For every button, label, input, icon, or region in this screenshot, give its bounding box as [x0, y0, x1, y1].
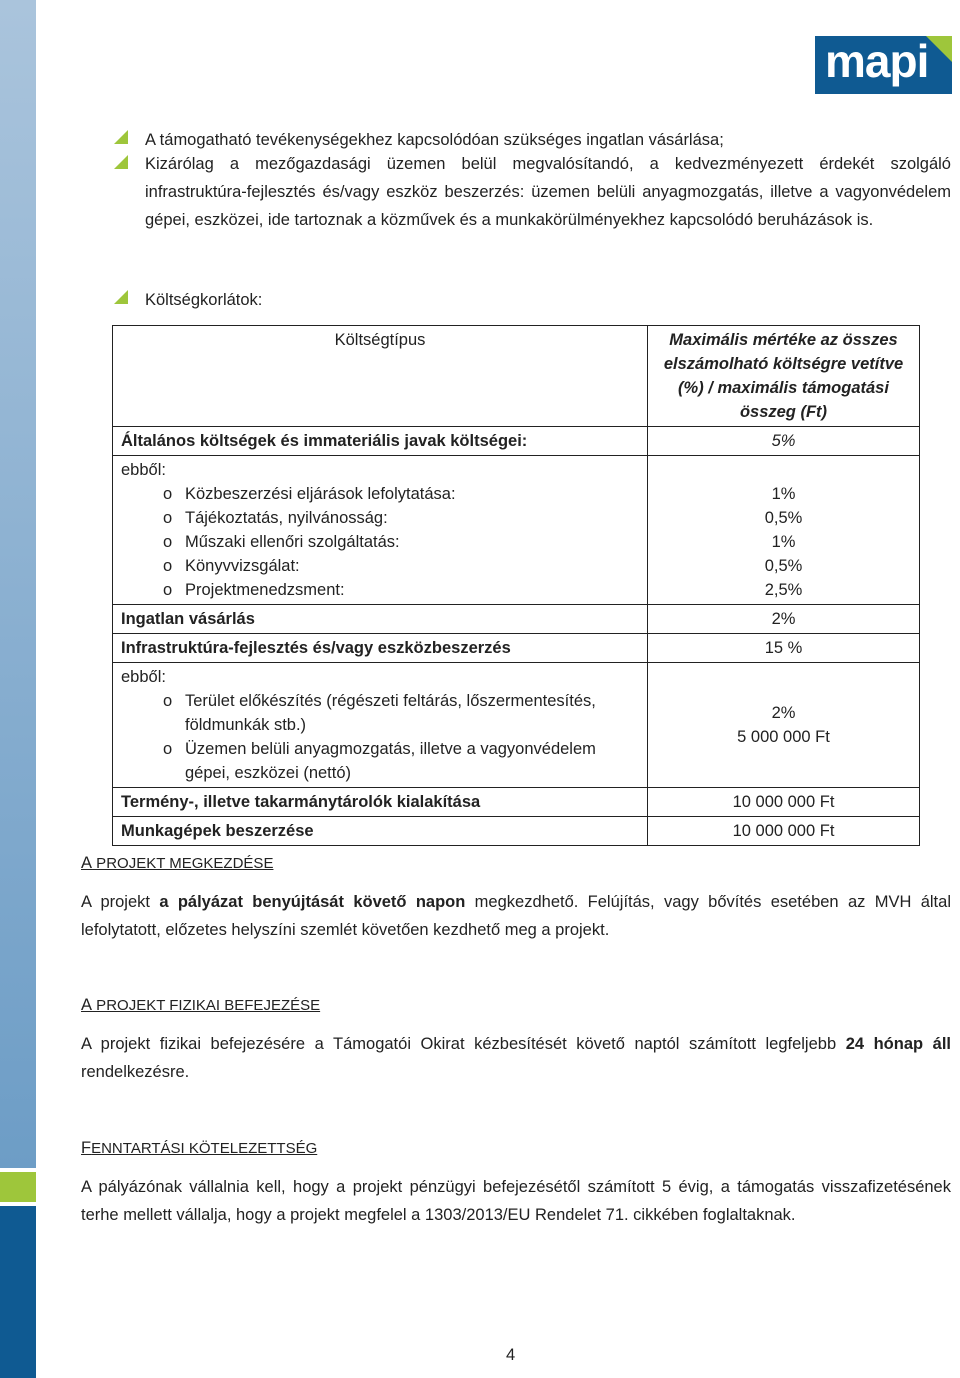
heading-rest: PROJEKT MEGKEZDÉSE — [92, 855, 274, 872]
value-item: 0,5% — [764, 557, 803, 575]
table-row — [113, 326, 920, 427]
paragraph-bold: a pályázat benyújtását követő napon — [159, 893, 466, 911]
row-value: 5% — [648, 427, 920, 456]
paragraph-text: megkezdhető. Felújítás, vagy bővítés esetében az MVH által lefolytatott, előzetes helyszíni szemlét követően kezdhető meg a projekt. — [81, 893, 951, 939]
cost-limits-table — [112, 325, 920, 846]
row-label — [113, 788, 648, 817]
list-item: o Terület előkészítés (régészeti feltárás, lőszermentesítés, földmunkák stb.) — [163, 689, 639, 737]
side-band-green — [0, 1172, 36, 1202]
bullet-triangle-icon — [114, 130, 128, 144]
sub-list — [121, 689, 639, 785]
row-value: 10 000 000 Ft — [648, 817, 920, 846]
row-label-text: ebből: — [121, 668, 166, 686]
bullet-triangle-icon — [114, 290, 128, 304]
list-item: o Műszaki ellenőri szolgáltatás: — [163, 530, 639, 554]
paragraph-project-start — [81, 888, 951, 944]
mapi-logo — [815, 36, 952, 94]
paragraph-text: rendelkezésre. — [81, 1063, 190, 1081]
logo-text: mapi — [825, 36, 929, 87]
row-label — [113, 427, 648, 456]
heading-rest: PROJEKT FIZIKAI BEFEJEZÉSE — [92, 997, 321, 1014]
row-label — [113, 456, 648, 605]
bullet-text: Kizárólag a mezőgazdasági üzemen belül megvalósítandó, a kedvezményezett érdekét szolgáló infrastruktúra-fejlesztés és/vagy eszköz beszerzés: üzemen belüli anyagmozgatás, illetve a vagyonvédelem gépei, eszközei, ide tartoznak a közművek és a munkakörülményekhez kapcsolódó beruházások is. — [145, 155, 951, 229]
value-item: 2% — [771, 704, 796, 722]
value-item: 1% — [771, 485, 796, 503]
row-label-text: Infrastruktúra-fejlesztés és/vagy eszközbeszerzés — [121, 639, 511, 657]
row-value: 10 000 000 Ft — [648, 788, 920, 817]
side-band — [0, 0, 36, 1378]
value-item: 5 000 000 Ft — [737, 728, 830, 746]
paragraph-bold: 24 hónap áll — [845, 1035, 951, 1053]
table-row — [113, 663, 920, 788]
bullet-text: A támogatható tevékenységekhez kapcsolódóan szükséges ingatlan vásárlása; — [145, 131, 724, 149]
header-max-rate: Maximális mértéke az összes elszámolható költségre vetítve (%) / maximális támogatási összeg (Ft) — [648, 326, 920, 427]
heading-initial: F — [81, 1139, 92, 1157]
paragraph-text: A projekt — [81, 893, 160, 911]
section-heading-maintenance — [81, 1139, 317, 1158]
side-band-blue — [0, 0, 36, 1168]
list-item: o Projektmenedzsment: — [163, 578, 639, 602]
table-row — [113, 634, 920, 663]
table-row — [113, 456, 920, 605]
list-item: o Tájékoztatás, nyilvánosság: — [163, 506, 639, 530]
table-row — [113, 427, 920, 456]
page-number: 4 — [506, 1346, 516, 1364]
row-label-text: ebből: — [121, 461, 166, 479]
section-heading-project-completion — [81, 996, 320, 1015]
value-item: 0,5% — [764, 509, 803, 527]
row-label — [113, 634, 648, 663]
row-value: 15 % — [648, 634, 920, 663]
row-value — [648, 663, 920, 788]
row-label-text: Termény-, illetve takarmánytárolók kialakítása — [121, 793, 481, 811]
row-label — [113, 605, 648, 634]
value-item: 2,5% — [764, 581, 803, 599]
sub-list — [121, 482, 639, 602]
list-item: o Üzemen belüli anyagmozgatás, illetve a vagyonvédelem gépei, eszközei (nettó) — [163, 737, 639, 785]
paragraph-project-completion — [81, 1030, 951, 1086]
bullet-triangle-icon — [114, 155, 128, 169]
table-row — [113, 817, 920, 846]
section-heading-project-start — [81, 854, 273, 873]
row-label — [113, 663, 648, 788]
row-value: 2% — [648, 605, 920, 634]
side-band-dark-blue — [0, 1206, 36, 1378]
row-label-text: Általános költségek és immateriális javak költségei: — [121, 432, 528, 450]
row-label-text: Ingatlan vásárlás — [121, 610, 255, 628]
table-row — [113, 788, 920, 817]
table-row — [113, 605, 920, 634]
heading-rest: ENNTARTÁSI KÖTELEZETTSÉG — [91, 1140, 318, 1157]
row-label — [113, 817, 648, 846]
heading-initial: A — [81, 996, 93, 1014]
list-item: o Könyvvizsgálat: — [163, 554, 639, 578]
logo-triangle — [926, 36, 952, 62]
value-item: 1% — [771, 533, 796, 551]
list-item: o Közbeszerzési eljárások lefolytatása: — [163, 482, 639, 506]
header-cost-type: Költségtípus — [113, 326, 648, 427]
paragraph-maintenance: A pályázónak vállalnia kell, hogy a projekt pénzügyi befejezésétől számított 5 évig, a támogatás visszafizetésének terhe mellett vállalja, hogy a projekt megfelel a 1303/2013/EU Rendelet 71. cikkében foglaltaknak. — [81, 1178, 951, 1224]
paragraph-text: A projekt fizikai befejezésére a Támogatói Okirat kézbesítését követő naptól számított legfeljebb — [81, 1035, 846, 1053]
row-value — [648, 456, 920, 605]
heading-initial: A — [81, 854, 93, 872]
row-label-text: Munkagépek beszerzése — [121, 822, 314, 840]
bullet-text: Költségkorlátok: — [145, 291, 263, 309]
